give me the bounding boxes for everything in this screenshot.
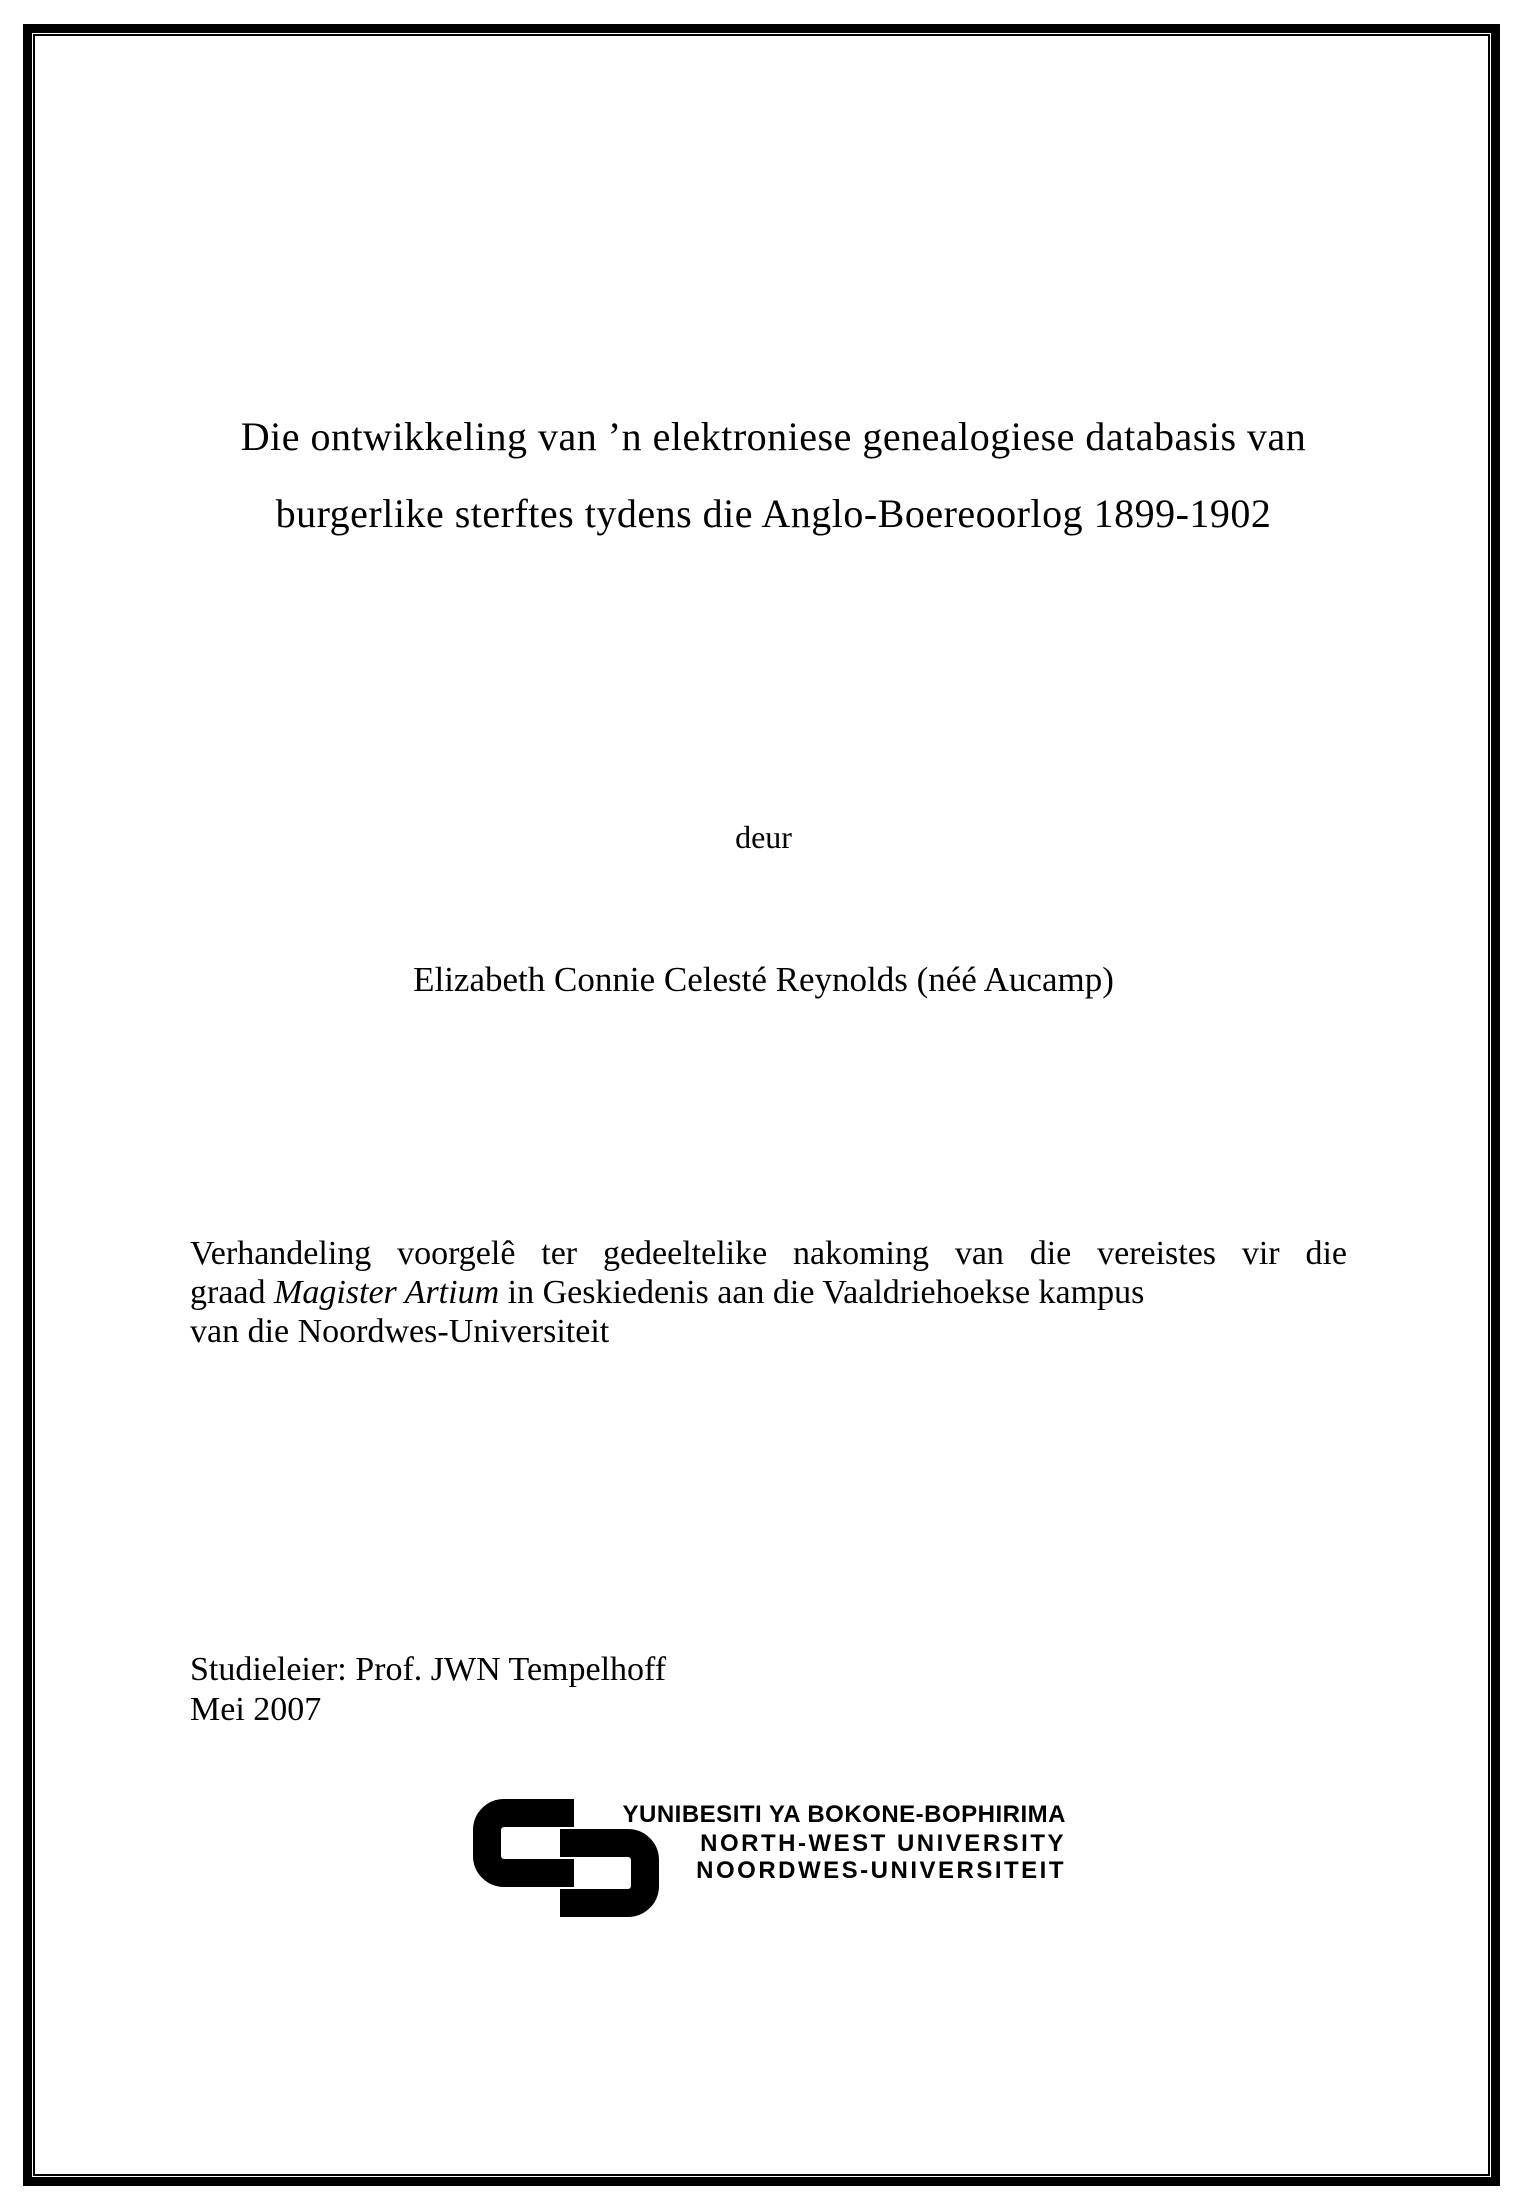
statement-line-2-suffix: in Geskiedenis aan die Vaaldriehoekse kampus: [499, 1274, 1145, 1311]
supervisor-block: [190, 1650, 666, 1730]
logo-line-setswana: YUNIBESITI YA BOKONE-BOPHIRIMA: [622, 1801, 1066, 1828]
statement-line-2: [190, 1273, 1347, 1312]
university-logo: [470, 1796, 1066, 1928]
byline-label: deur: [735, 819, 792, 855]
thesis-title-line-2: burgerlike sterftes tydens die Anglo-Boereoorlog 1899-1902: [275, 491, 1272, 536]
date-line: Mei 2007: [190, 1691, 322, 1728]
thesis-title: [60, 398, 1487, 552]
logo-text-block: [623, 1799, 1067, 1884]
statement-line-3: van die Noordwes-Universiteit: [190, 1313, 610, 1350]
thesis-title-line-1: Die ontwikkeling van ’n elektroniese genealogiese databasis van: [240, 414, 1307, 459]
author-name: Elizabeth Connie Celesté Reynolds (néé Aucamp): [413, 960, 1114, 999]
degree-name: Magister Artium: [274, 1274, 500, 1311]
thesis-statement: [190, 1234, 1347, 1351]
logo-line-english: NORTH-WEST UNIVERSITY: [700, 1830, 1066, 1857]
statement-line-1: Verhandeling voorgelê ter gedeeltelike nakoming van die vereistes vir die: [190, 1235, 1347, 1272]
supervisor-line: Studieleier: Prof. JWN Tempelhoff: [190, 1651, 667, 1688]
statement-line-2-prefix: graad: [190, 1274, 275, 1311]
logo-line-afrikaans: NOORDWES-UNIVERSITEIT: [696, 1857, 1066, 1884]
